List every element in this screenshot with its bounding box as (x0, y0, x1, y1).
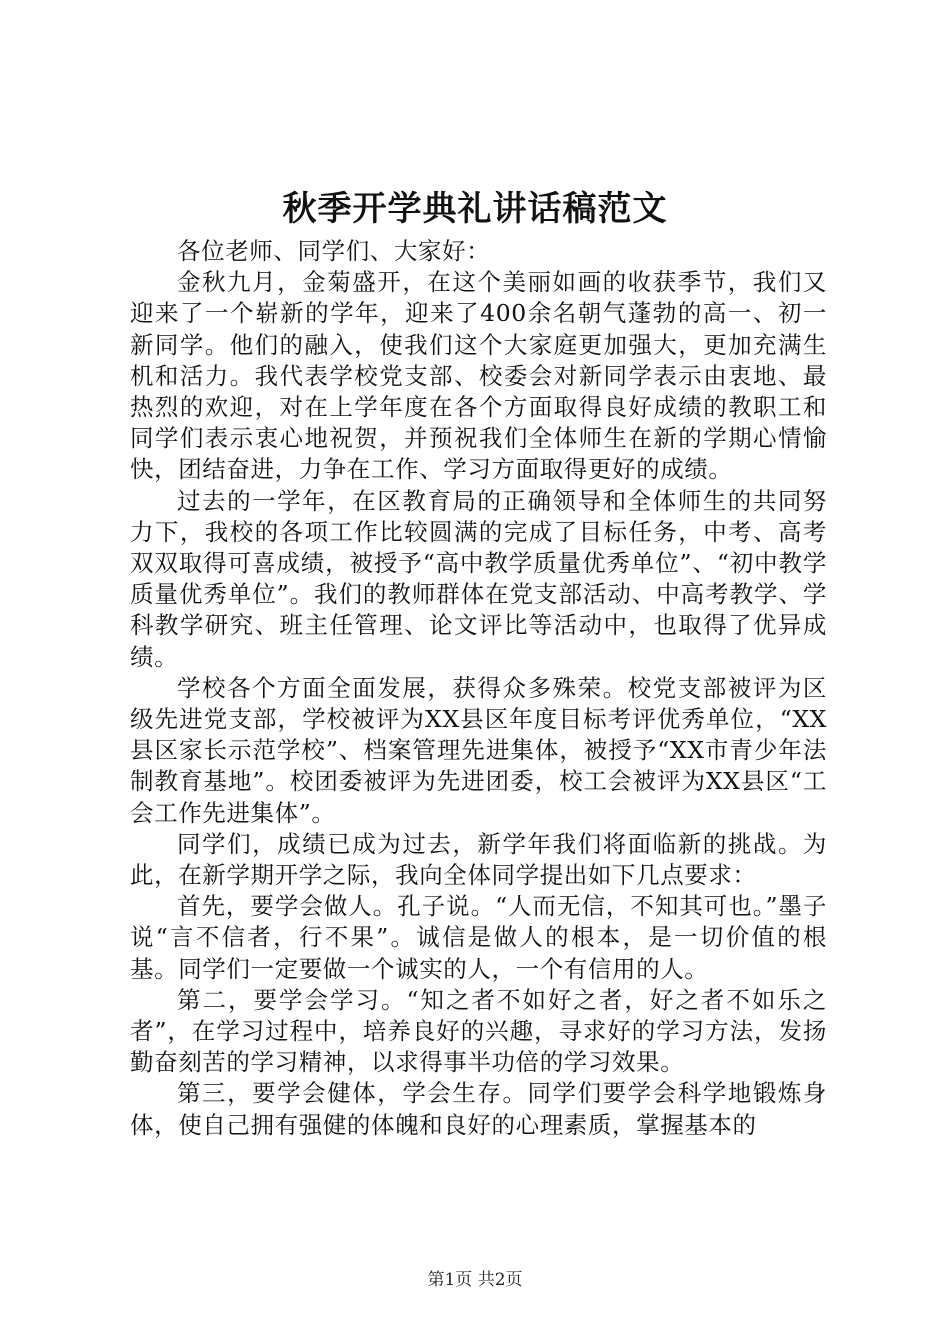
paragraph-1: 金秋九月，金菊盛开，在这个美丽如画的收获季节，我们又迎来了一个崭新的学年，迎来了400余名朝气蓬勃的高一、初一新同学。他们的融入，使我们这个大家庭更加强大，更加充满生机和活力。我代表学校党支部、校委会对新同学表示由衷地、最热烈的欢迎，对在上学年度在各个方面取得良好成绩的教职工和同学们表示衷心地祝贺，并预祝我们全体师生在新的学期心情愉快，团结奋进，力争在工作、学习方面取得更好的成绩。 (130, 268, 827, 484)
paragraph-6: 第二，要学会学习。“知之者不如好之者，好之者不如乐之者”，在学习过程中，培养良好的兴趣，寻求好的学习方法，发扬勤奋刻苦的学习精神，以求得事半功倍的学习效果。 (130, 985, 827, 1077)
paragraph-4: 同学们，成绩已成为过去，新学年我们将面临新的挑战。为此，在新学期开学之际，我向全体同学提出如下几点要求： (130, 829, 827, 890)
paragraph-5: 首先，要学会做人。孔子说。“人而无信，不知其可也。”墨子说“言不信者，行不果”。诚信是做人的根本，是一切价值的根基。同学们一定要做一个诚实的人，一个有信用的人。 (130, 892, 827, 983)
document-body (130, 236, 827, 1141)
paragraph-greeting: 各位老师、同学们、大家好： (177, 237, 491, 265)
paragraph-7: 第三，要学会健体，学会生存。同学们要学会科学地锻炼身体，使自己拥有强健的体魄和良好的心理素质，掌握基本的 (130, 1079, 827, 1139)
paragraph-3: 学校各个方面全面发展，获得众多殊荣。校党支部被评为区级先进党支部，学校被评为XX县区年度目标考评优秀单位，“XX县区家长示范学校”、档案管理先进集体，被授予“XX市青少年法制教育基地”。校团委被评为先进团委，校工会被评为XX县区“工会工作先进集体”。 (130, 673, 827, 827)
paragraph-2: 过去的一学年，在区教育局的正确领导和全体师生的共同努力下，我校的各项工作比较圆满的完成了目标任务，中考、高考双双取得可喜成绩，被授予“高中教学质量优秀单位”、“初中教学质量优秀单位”。我们的教师群体在党支部活动、中高考教学、学科教学研究、班主任管理、论文评比等活动中，也取得了优异成绩。 (130, 486, 827, 671)
document-title: 秋季开学典礼讲话稿范文 (282, 189, 668, 229)
page-footer: 第1页 共2页 (427, 1270, 523, 1290)
